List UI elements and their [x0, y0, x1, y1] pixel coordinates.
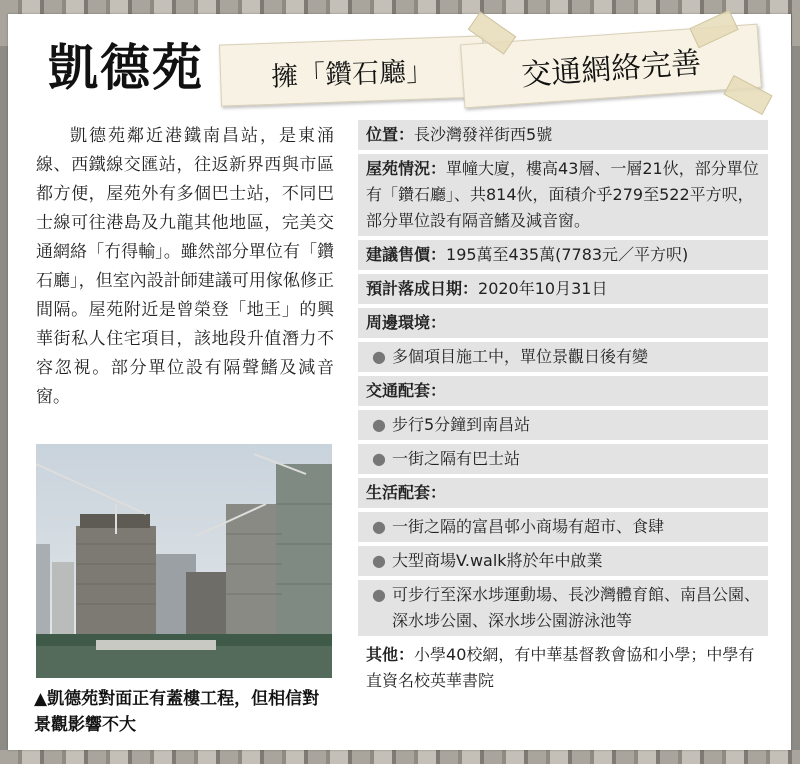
price-label: 建議售價： — [366, 245, 447, 264]
living-item: 可步行至深水埗運動場、長沙灣體育館、南昌公園、深水埗公園、深水埗公園游泳池等 — [391, 585, 760, 630]
location-row — [358, 120, 768, 150]
list-item — [358, 342, 768, 372]
list-item — [358, 410, 768, 440]
bullet-icon: ● — [372, 551, 386, 570]
info-panel — [358, 120, 768, 700]
banner-diamond-hall: 擁「鑽石廳」 — [219, 35, 485, 106]
list-item — [358, 512, 768, 542]
page-title: 凱德苑 — [48, 38, 204, 97]
bullet-icon: ● — [372, 415, 386, 434]
bullet-icon: ● — [372, 517, 386, 536]
living-label: 生活配套： — [366, 483, 447, 502]
estate-row — [358, 154, 768, 236]
completion-label: 預計落成日期： — [366, 279, 479, 298]
background-bottom — [0, 750, 800, 764]
construction-photo — [36, 444, 332, 678]
article-paragraph: 凱德苑鄰近港鐵南昌站，是東涌線、西鐵線交匯站，往返新界西與市區都方便，屋苑外有多個巴士站，不同巴士線可往港島及九龍其他地區，完美交通網絡「冇得輸」。雖然部分單位有「鑽石廳」，但室內設計師建議可用傢俬修正間隔。屋苑附近是曾榮登「地王」的興華街私人住宅項目，該地段升值潛力不容忽視。部分單位設有隔聲鰭及減音窗。 — [36, 126, 334, 407]
price-value: 195萬至435萬(7783元／平方呎) — [446, 245, 689, 264]
banner-transport: 交通網絡完善 — [460, 24, 762, 109]
completion-value: 2020年10月31日 — [478, 279, 608, 298]
transport-header — [358, 376, 768, 406]
location-value: 長沙灣發祥街西5號 — [414, 125, 553, 144]
list-item — [358, 546, 768, 576]
transport-label: 交通配套： — [366, 381, 447, 400]
transport-item: 一街之隔有巴士站 — [391, 449, 520, 468]
bullet-icon: ● — [372, 585, 386, 604]
bullet-icon: ● — [372, 347, 386, 366]
other-value: 小學40校網，有中華基督教會協和小學；中學有直資名校英華書院 — [366, 645, 755, 690]
completion-row — [358, 274, 768, 304]
estate-label: 屋苑情況： — [366, 159, 447, 178]
location-label: 位置： — [366, 125, 415, 144]
env-item: 多個項目施工中，單位景觀日後有變 — [391, 347, 648, 366]
env-header — [358, 308, 768, 338]
price-row — [358, 240, 768, 270]
bullet-icon: ● — [372, 449, 386, 468]
living-item: 一街之隔的富昌邨小商場有超市、食肆 — [391, 517, 664, 536]
other-row — [358, 640, 768, 696]
living-header — [358, 478, 768, 508]
env-label: 周邊環境： — [366, 313, 447, 332]
list-item — [358, 444, 768, 474]
article-body — [36, 122, 334, 412]
estate-value: 單幢大廈，樓高43層、一層21伙，部分單位有「鑽石廳」、共814伙，面積介乎279至522平方呎，部分單位設有隔音鰭及減音窗。 — [366, 159, 759, 230]
other-label: 其他： — [366, 645, 415, 664]
photo-caption: ▲凱德苑對面正有蓋樓工程，但相信對景觀影響不大 — [34, 689, 320, 735]
living-item: 大型商場V.walk將於年中啟業 — [391, 551, 603, 570]
list-item — [358, 580, 768, 636]
transport-item: 步行5分鐘到南昌站 — [391, 415, 531, 434]
